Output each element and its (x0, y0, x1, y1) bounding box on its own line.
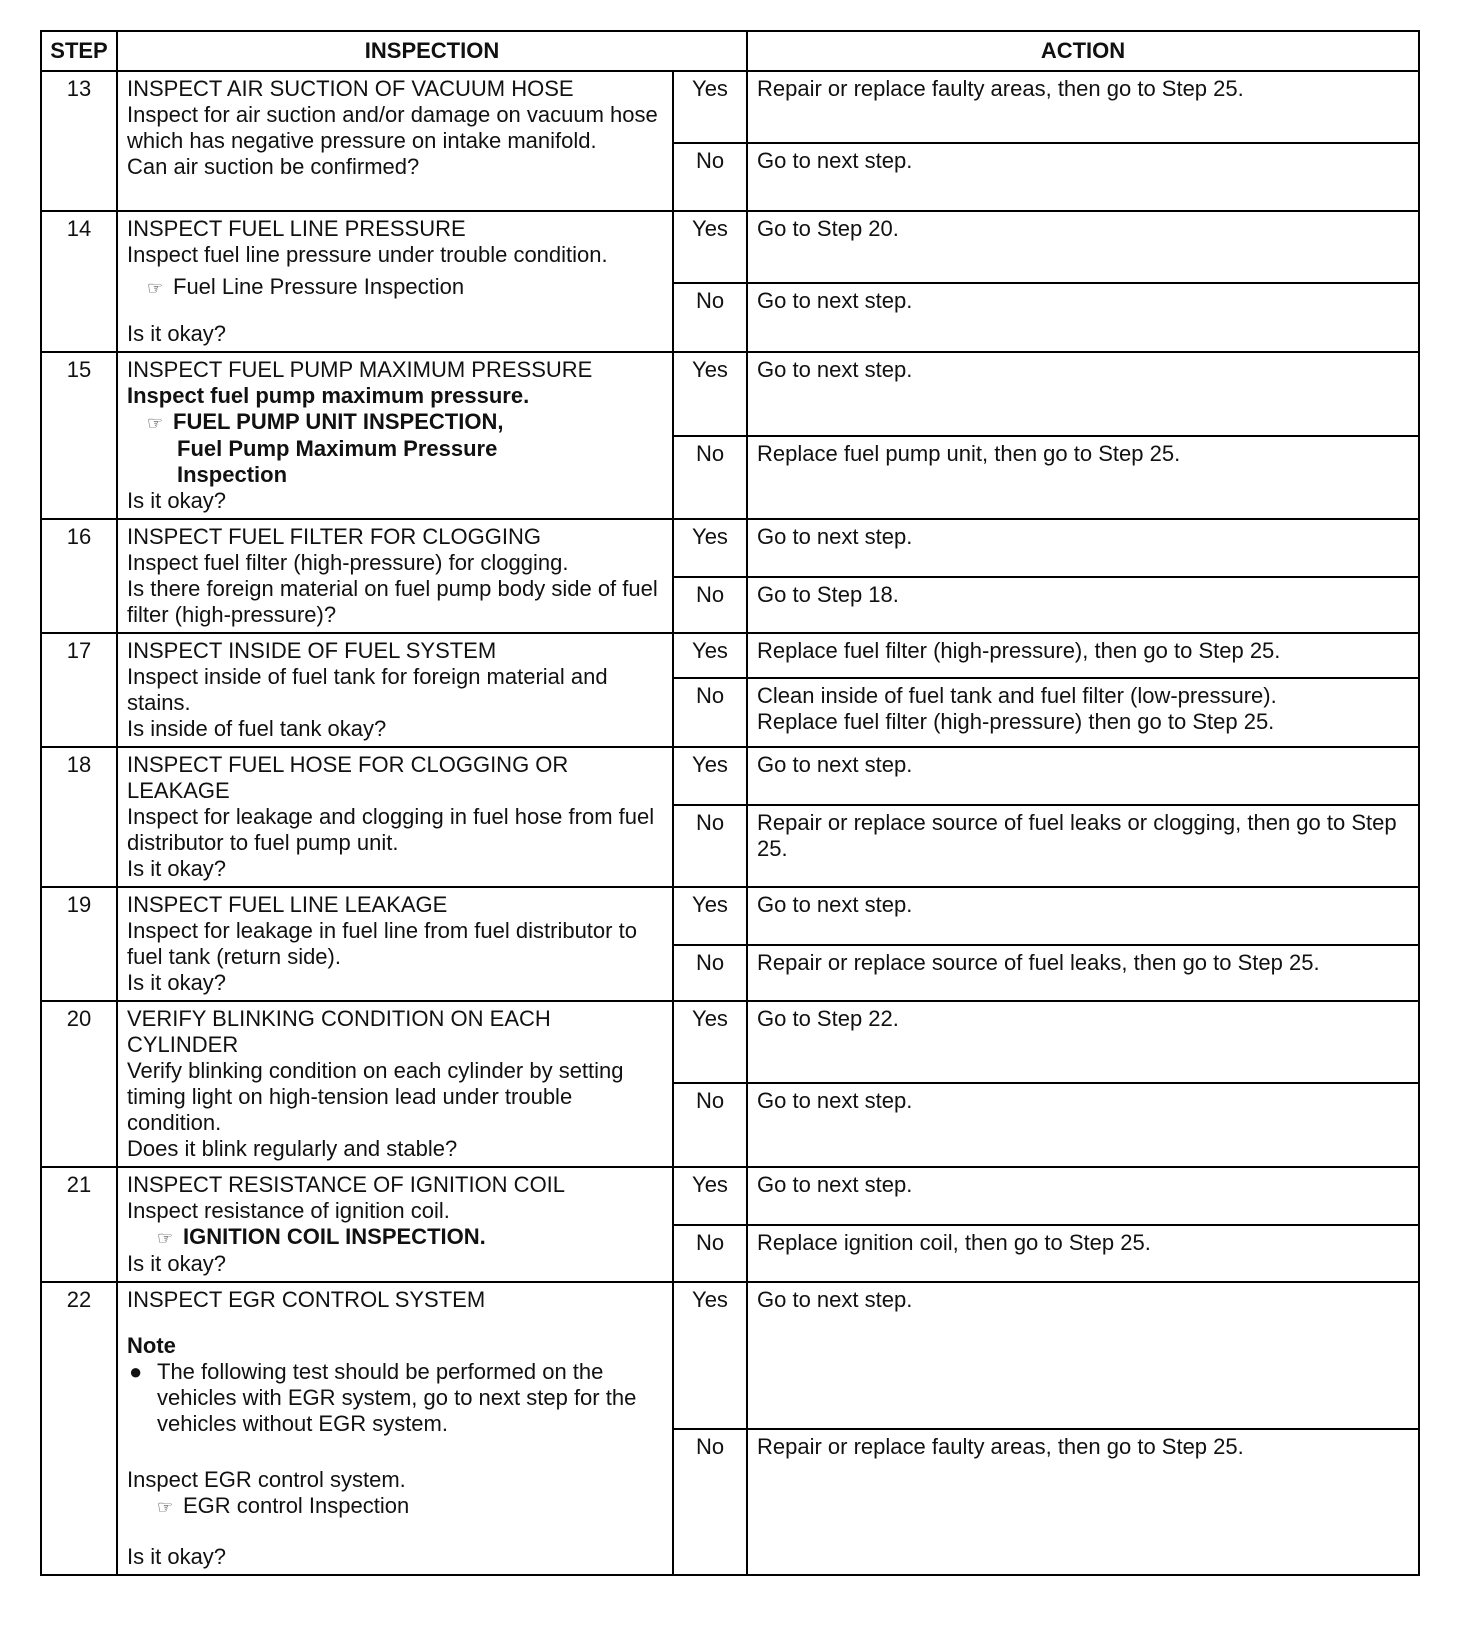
inspection-body: Inspect fuel pump maximum pressure. (127, 383, 530, 408)
no-label: No (673, 945, 747, 1002)
no-label: No (673, 1225, 747, 1283)
inspection-title: INSPECT FUEL HOSE FOR CLOGGING OR LEAKAGE (127, 752, 569, 803)
yes-label: Yes (673, 1167, 747, 1225)
yes-action: Go to next step. (747, 352, 1419, 436)
yes-label: Yes (673, 633, 747, 678)
table-row-step-14 (41, 211, 1419, 283)
inspection-body: Inspect EGR control system. (127, 1467, 406, 1492)
table-row-step-16 (41, 519, 1419, 577)
table-row-step-15 (41, 352, 1419, 436)
inspection-question: Is it okay? (127, 970, 227, 995)
inspection-column-header: INSPECTION (117, 31, 747, 71)
step-number: 16 (41, 519, 117, 633)
no-label: No (673, 143, 747, 211)
yes-label: Yes (673, 352, 747, 436)
step-number: 17 (41, 633, 117, 747)
inspection-body: Inspect for leakage and clogging in fuel hose from fuel distributor to fuel pump unit. (127, 804, 655, 855)
no-label: No (673, 805, 747, 887)
table-row-step-19 (41, 887, 1419, 945)
inspection-question: Is it okay? (127, 1251, 227, 1276)
no-action: Go to Step 18. (747, 577, 1419, 634)
inspection-cell (117, 1282, 673, 1575)
inspection-body: Inspect fuel filter (high-pressure) for clogging. (127, 550, 569, 575)
diagnostic-procedure-table (40, 30, 1420, 1576)
no-label: No (673, 436, 747, 520)
inspection-question: Can air suction be confirmed? (127, 154, 420, 179)
step-number: 14 (41, 211, 117, 352)
step-column-header: STEP (41, 31, 117, 71)
inspection-cell (117, 211, 673, 352)
no-action: Replace ignition coil, then go to Step 25. (747, 1225, 1419, 1283)
inspection-cell (117, 747, 673, 887)
inspection-body: Verify blinking condition on each cylinder by setting timing light on high-tension lead under trouble condition. (127, 1058, 624, 1135)
table-header-row (41, 31, 1419, 71)
inspection-title: INSPECT FUEL FILTER FOR CLOGGING (127, 524, 541, 549)
inspection-question: Is it okay? (127, 1544, 227, 1569)
yes-label: Yes (673, 71, 747, 143)
inspection-title: INSPECT AIR SUCTION OF VACUUM HOSE (127, 76, 574, 101)
reference-link: ☞ Fuel Line Pressure Inspection (147, 274, 465, 299)
note-bullet: ● The following test should be performed on the vehicles with EGR system, go to next step for the vehicles without EGR system. (129, 1359, 637, 1436)
inspection-body: Inspect resistance of ignition coil. (127, 1198, 450, 1223)
note-title: Note (127, 1333, 176, 1358)
inspection-title: INSPECT FUEL PUMP MAXIMUM PRESSURE (127, 357, 593, 382)
no-action: Clean inside of fuel tank and fuel filter (low-pressure). Replace fuel filter (high-pressure) then go to Step 25. (747, 678, 1419, 747)
no-action: Repair or replace source of fuel leaks, then go to Step 25. (747, 945, 1419, 1002)
yes-label: Yes (673, 1001, 747, 1083)
action-column-header: ACTION (747, 31, 1419, 71)
step-number: 20 (41, 1001, 117, 1167)
yes-action: Go to next step. (747, 519, 1419, 577)
no-action: Repair or replace source of fuel leaks or clogging, then go to Step 25. (747, 805, 1419, 887)
step-number: 19 (41, 887, 117, 1001)
inspection-body: Inspect for leakage in fuel line from fuel distributor to fuel tank (return side). (127, 918, 637, 969)
no-label: No (673, 1429, 747, 1575)
inspection-cell (117, 352, 673, 519)
pointing-hand-icon: ☞ (157, 1497, 174, 1517)
no-label: No (673, 577, 747, 634)
step-number: 15 (41, 352, 117, 519)
inspection-title: INSPECT FUEL LINE LEAKAGE (127, 892, 448, 917)
inspection-body: Inspect for air suction and/or damage on vacuum hose which has negative pressure on intake manifold. (127, 102, 658, 153)
step-number: 21 (41, 1167, 117, 1282)
yes-action: Repair or replace faulty areas, then go to Step 25. (747, 71, 1419, 143)
inspection-title: VERIFY BLINKING CONDITION ON EACH CYLINDER (127, 1006, 551, 1057)
step-number: 22 (41, 1282, 117, 1575)
yes-action: Go to next step. (747, 887, 1419, 945)
table-row-step-20 (41, 1001, 1419, 1083)
step-number: 18 (41, 747, 117, 887)
no-action: Go to next step. (747, 143, 1419, 211)
yes-label: Yes (673, 519, 747, 577)
inspection-title: INSPECT EGR CONTROL SYSTEM (127, 1287, 486, 1312)
inspection-question: Is inside of fuel tank okay? (127, 716, 387, 741)
no-action: Replace fuel pump unit, then go to Step 25. (747, 436, 1419, 520)
pointing-hand-icon: ☞ (157, 1228, 174, 1248)
yes-label: Yes (673, 211, 747, 283)
yes-action: Replace fuel filter (high-pressure), then go to Step 25. (747, 633, 1419, 678)
reference-link: ☞ EGR control Inspection (157, 1493, 410, 1518)
pointing-hand-icon: ☞ (147, 278, 164, 298)
table-row-step-22 (41, 1282, 1419, 1429)
no-action: Go to next step. (747, 283, 1419, 352)
inspection-cell (117, 71, 673, 211)
table-row-step-17 (41, 633, 1419, 678)
inspection-question: Is there foreign material on fuel pump body side of fuel filter (high-pressure)? (127, 576, 658, 627)
yes-action: Go to next step. (747, 747, 1419, 805)
inspection-body: Inspect fuel line pressure under trouble condition. (127, 242, 608, 267)
yes-action: Go to next step. (747, 1167, 1419, 1225)
no-label: No (673, 1083, 747, 1167)
inspection-cell (117, 1167, 673, 1282)
reference-link: ☞ FUEL PUMP UNIT INSPECTION, Fuel Pump Maximum Pressure Inspection (147, 409, 504, 487)
inspection-body: Inspect inside of fuel tank for foreign material and stains. (127, 664, 608, 715)
inspection-question: Is it okay? (127, 321, 227, 346)
pointing-hand-icon: ☞ (147, 413, 164, 433)
bullet-icon: ● (129, 1359, 143, 1384)
inspection-title: INSPECT FUEL LINE PRESSURE (127, 216, 466, 241)
step-number: 13 (41, 71, 117, 211)
table-row-step-18 (41, 747, 1419, 805)
yes-label: Yes (673, 747, 747, 805)
inspection-cell (117, 633, 673, 747)
table-row-step-13 (41, 71, 1419, 143)
inspection-cell (117, 519, 673, 633)
inspection-title: INSPECT INSIDE OF FUEL SYSTEM (127, 638, 497, 663)
yes-action: Go to Step 22. (747, 1001, 1419, 1083)
yes-action: Go to Step 20. (747, 211, 1419, 283)
inspection-question: Is it okay? (127, 856, 227, 881)
inspection-cell (117, 1001, 673, 1167)
inspection-question: Does it blink regularly and stable? (127, 1136, 458, 1161)
inspection-cell (117, 887, 673, 1001)
no-action: Go to next step. (747, 1083, 1419, 1167)
inspection-question: Is it okay? (127, 488, 227, 513)
no-label: No (673, 283, 747, 352)
inspection-title: INSPECT RESISTANCE OF IGNITION COIL (127, 1172, 566, 1197)
yes-label: Yes (673, 887, 747, 945)
table-row-step-21 (41, 1167, 1419, 1225)
reference-link: ☞ IGNITION COIL INSPECTION. (157, 1224, 486, 1249)
no-label: No (673, 678, 747, 747)
yes-action: Go to next step. (747, 1282, 1419, 1429)
yes-label: Yes (673, 1282, 747, 1429)
no-action: Repair or replace faulty areas, then go to Step 25. (747, 1429, 1419, 1575)
